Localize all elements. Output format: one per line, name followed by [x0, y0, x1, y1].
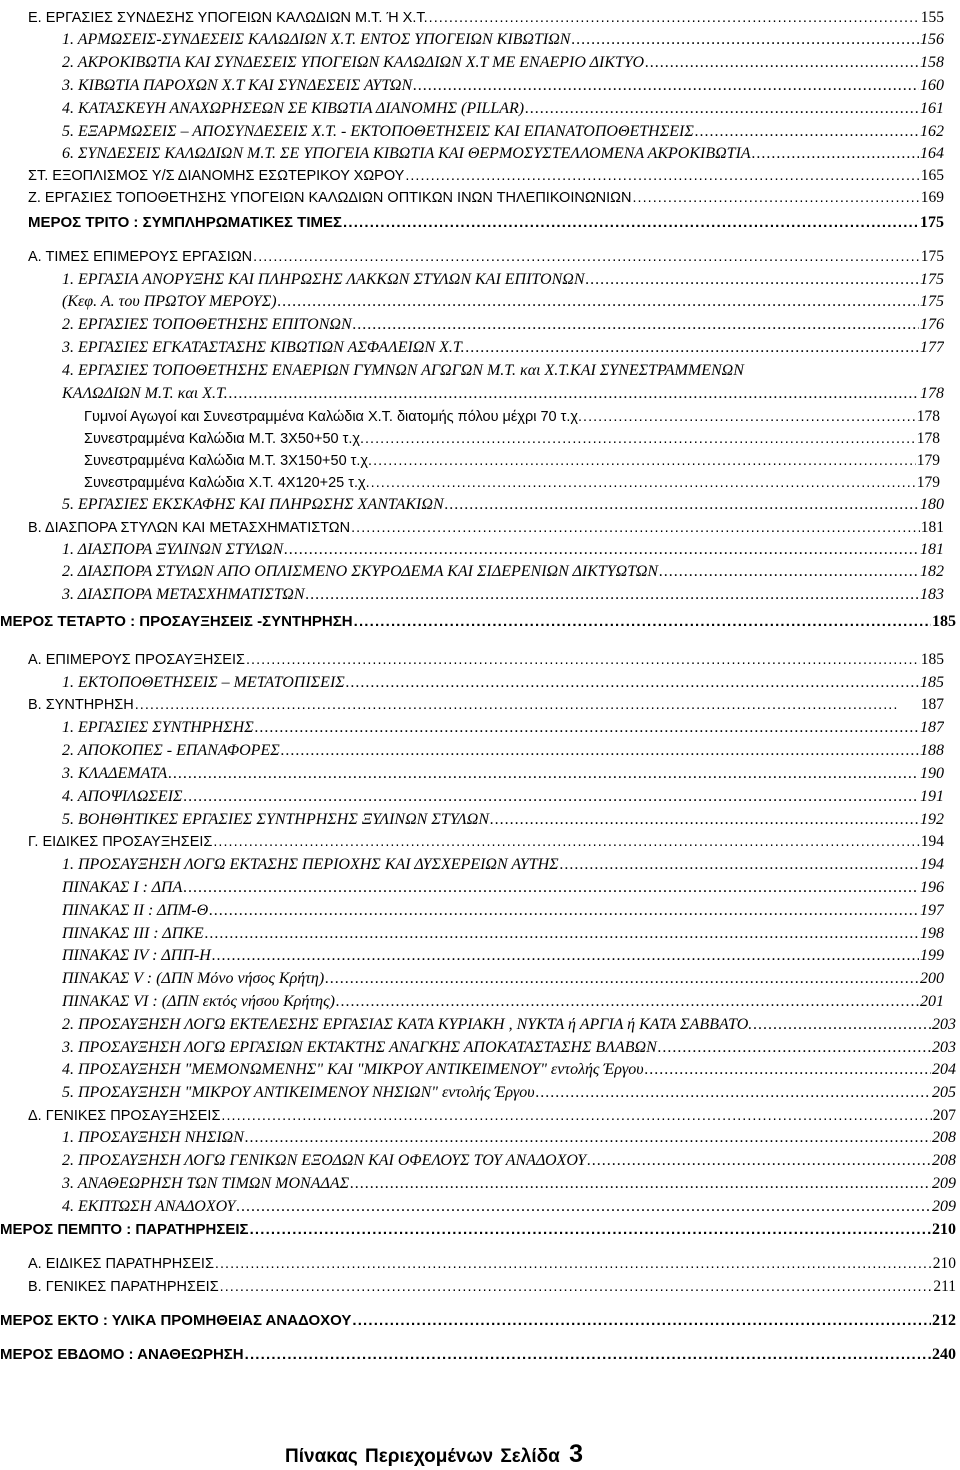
toc-entry[interactable]: 5. ΕΡΓΑΣΙΕΣ ΕΚΣΚΑΦΗΣ ΚΑΙ ΠΛΗΡΩΣΗΣ ΧΑΝΤΑΚΙΩΝ . . . 180	[62, 495, 944, 517]
toc-entry[interactable]: 1. ΕΡΓΑΣΙΕΣ ΣΥΝΤΗΡΗΣΗΣ . . . 187	[62, 718, 944, 740]
toc-part-heading[interactable]: ΜΕΡΟΣ ΤΕΤΑΡΤΟ : ΠΡΟΣΑΥΞΗΣΕΙΣ -ΣΥΝΤΗΡΗΣΗ . . . 185	[0, 612, 956, 634]
toc-entry[interactable]: ΚΑΛΩΔΙΩΝ Μ.Τ. και Χ.Τ. . . . 178	[62, 384, 944, 406]
toc-entry[interactable]: Συνεστραμμένα Καλώδια Μ.Τ. 3Χ50+50 τ.χ. . . . 178	[84, 429, 940, 451]
toc-entry[interactable]: 3. ΠΡΟΣΑΥΞΗΣΗ ΛΟΓΩ ΕΡΓΑΣΙΩΝ ΕΚΤΑΚΤΗΣ ΑΝΑΓΚΗΣ ΑΠΟΚΑΤΑΣΤΑΣΗΣ ΒΛΑΒΩΝ . . . 203	[62, 1038, 956, 1060]
toc-entry[interactable]: Α. ΕΠΙΜΕΡΟΥΣ ΠΡΟΣΑΥΞΗΣΕΙΣ . . . 185	[28, 650, 944, 672]
toc-entry[interactable]: ΠΙΝΑΚΑΣ VΙ : (ΔΠΝ εκτός νήσου Κρήτης) . . . 201	[62, 992, 944, 1014]
toc-entry[interactable]: 2. ΑΠΟΚΟΠΕΣ - ΕΠΑΝΑΦΟΡΕΣ . . . 188	[62, 741, 944, 763]
toc-entry[interactable]: 5. ΒΟΗΘΗΤΙΚΕΣ ΕΡΓΑΣΙΕΣ ΣΥΝΤΗΡΗΣΗΣ ΞΥΛΙΝΩΝ ΣΤΥΛΩΝ . . . 192	[62, 810, 944, 832]
toc-entry[interactable]: Ε. ΕΡΓΑΣΙΕΣ ΣΥΝΔΕΣΗΣ ΥΠΟΓΕΙΩΝ ΚΑΛΩΔΙΩΝ Μ.Τ. Ή Χ.Τ. . . . 155	[28, 8, 944, 30]
toc-entry[interactable]: 3. ΕΡΓΑΣΙΕΣ ΕΓΚΑΤΑΣΤΑΣΗΣ ΚΙΒΩΤΙΩΝ ΑΣΦΑΛΕΙΩΝ Χ.Τ. . . . 177	[62, 338, 944, 360]
toc-entry[interactable]: 4. ΕΡΓΑΣΙΕΣ ΤΟΠΟΘΕΤΗΣΗΣ ΕΝΑΕΡΙΩΝ ΓΥΜΝΩΝ ΑΓΩΓΩΝ Μ.Τ. και Χ.Τ.ΚΑΙ ΣΥΝΕΣΤΡΑΜΜΕΝΩΝ	[62, 362, 744, 379]
toc-entry[interactable]: 2. ΠΡΟΣΑΥΞΗΣΗ ΛΟΓΩ ΓΕΝΙΚΩΝ ΕΞΟΔΩΝ ΚΑΙ ΟΦΕΛΟΥΣ ΤΟΥ ΑΝΑΔΟΧΟΥ . . . 208	[62, 1151, 956, 1173]
toc-entry[interactable]: 1. ΕΡΓΑΣΙΑ ΑΝΟΡΥΞΗΣ ΚΑΙ ΠΛΗΡΩΣΗΣ ΛΑΚΚΩΝ ΣΤΥΛΩΝ ΚΑΙ ΕΠΙΤΟΝΩΝ . . . 175	[62, 270, 944, 292]
toc-entry[interactable]: 4. ΚΑΤΑΣΚΕΥΗ ΑΝΑΧΩΡΗΣΕΩΝ ΣΕ ΚΙΒΩΤΙΑ ΔΙΑΝΟΜΗΣ (PILLAR) . . . 161	[62, 99, 944, 121]
toc-part-heading[interactable]: ΜΕΡΟΣ ΕΚΤΟ : ΥΛΙΚΑ ΠΡΟΜΗΘΕΙΑΣ ΑΝΑΔΟΧΟΥ . . . 212	[0, 1311, 956, 1333]
footer-page-word: Σελίδα	[500, 1446, 560, 1467]
toc-entry[interactable]: 6. ΣΥΝΔΕΣΕΙΣ ΚΑΛΩΔΙΩΝ Μ.Τ. ΣΕ ΥΠΟΓΕΙΑ ΚΙΒΩΤΙΑ ΚΑΙ ΘΕΡΜΟΣΥΣΤΕΛΛΟΜΕΝΑ ΑΚΡΟΚΙΒΩΤΙΑ . . . 164	[62, 144, 944, 166]
toc-entry[interactable]: 2. ΑΚΡΟΚΙΒΩΤΙΑ ΚΑΙ ΣΥΝΔΕΣΕΙΣ ΥΠΟΓΕΙΩΝ ΚΑΛΩΔΙΩΝ Χ.Τ ΜΕ ΕΝΑΕΡΙΟ ΔΙΚΤΥΟ . . . 158	[62, 53, 944, 75]
toc-entry[interactable]: 3. ΚΛΑΔΕΜΑΤΑ . . . 190	[62, 764, 944, 786]
toc-entry[interactable]: Α. ΤΙΜΕΣ ΕΠΙΜΕΡΟΥΣ ΕΡΓΑΣΙΩΝ . . . 175	[28, 247, 944, 269]
toc-entry[interactable]: 5. ΠΡΟΣΑΥΞΗΣΗ "ΜΙΚΡΟΥ ΑΝΤΙΚΕΙΜΕΝΟΥ ΝΗΣΙΩΝ" εντολής Έργου . . . 205	[62, 1083, 956, 1105]
toc-part-heading[interactable]: ΜΕΡΟΣ ΤΡΙΤΟ : ΣΥΜΠΛΗΡΩΜΑΤΙΚΕΣ ΤΙΜΕΣ . . . 175	[28, 213, 944, 235]
toc-part-heading[interactable]: ΜΕΡΟΣ ΠΕΜΠΤΟ : ΠΑΡΑΤΗΡΗΣΕΙΣ . . . 210	[0, 1220, 956, 1242]
toc-entry[interactable]: ΠΙΝΑΚΑΣ ΙΙΙ : ΔΠΚΕ . . . 198	[62, 924, 944, 946]
toc-entry[interactable]: Γυμνοί Αγωγοί και Συνεστραμμένα Καλώδια Χ.Τ. διατομής πόλου μέχρι 70 τ.χ. . . . 178	[84, 407, 940, 429]
footer-page-number: 3	[569, 1440, 584, 1468]
toc-entry[interactable]: 2. ΔΙΑΣΠΟΡΑ ΣΤΥΛΩΝ ΑΠΟ ΟΠΛΙΣΜΕΝΟ ΣΚΥΡΟΔΕΜΑ ΚΑΙ ΣΙΔΕΡΕΝΙΩΝ ΔΙΚΤΥΩΤΩΝ . . . 182	[62, 562, 944, 584]
toc-entry[interactable]: 2. ΠΡΟΣΑΥΞΗΣΗ ΛΟΓΩ ΕΚΤΕΛΕΣΗΣ ΕΡΓΑΣΙΑΣ ΚΑΤΑ ΚΥΡΙΑΚΗ , ΝΥΚΤΑ ή ΑΡΓΙΑ ή ΚΑΤΑ ΣΑΒΒΑΤΟ. . . . 203	[62, 1015, 956, 1037]
page-footer	[285, 1440, 583, 1469]
toc-entry[interactable]: (Κεφ. Α. του ΠΡΩΤΟΥ ΜΕΡΟΥΣ) . . . 175	[62, 292, 944, 314]
toc-entry[interactable]: 4. ΠΡΟΣΑΥΞΗΣΗ "ΜΕΜΟΝΩΜΕΝΗΣ" ΚΑΙ "ΜΙΚΡΟΥ ΑΝΤΙΚΕΙΜΕΝΟΥ" εντολής Έργου . . . 204	[62, 1060, 956, 1082]
toc-entry[interactable]: Β. ΓΕΝΙΚΕΣ ΠΑΡΑΤΗΡΗΣΕΙΣ . . . 211	[28, 1277, 956, 1299]
toc-entry[interactable]: 2. ΕΡΓΑΣΙΕΣ ΤΟΠΟΘΕΤΗΣΗΣ ΕΠΙΤΟΝΩΝ . . . 176	[62, 315, 944, 337]
toc-entry[interactable]: Γ. ΕΙΔΙΚΕΣ ΠΡΟΣΑΥΞΗΣΕΙΣ . . . 194	[28, 832, 944, 854]
toc-entry[interactable]: ΠΙΝΑΚΑΣ Ι : ΔΠΑ . . . 196	[62, 878, 944, 900]
toc-entry[interactable]: Συνεστραμμένα Καλώδια Μ.Τ. 3Χ150+50 τ.χ. . . . 179	[84, 451, 940, 473]
toc-entry[interactable]: ΠΙΝΑΚΑΣ V : (ΔΠΝ Μόνο νήσος Κρήτη) . . . 200	[62, 969, 944, 991]
toc-entry[interactable]: 1. ΠΡΟΣΑΥΞΗΣΗ ΝΗΣΙΩΝ . . . 208	[62, 1128, 956, 1150]
toc-entry[interactable]: Συνεστραμμένα Καλώδια Χ.Τ. 4Χ120+25 τ.χ. . . . 179	[84, 473, 940, 495]
toc-entry[interactable]: ΠΙΝΑΚΑΣ ΙV : ΔΠΠ-Η . . . 199	[62, 946, 944, 968]
toc-entry[interactable]: Α. ΕΙΔΙΚΕΣ ΠΑΡΑΤΗΡΗΣΕΙΣ . . . 210	[28, 1254, 956, 1276]
toc-entry[interactable]: ΣΤ. ΕΞΟΠΛΙΣΜΟΣ Υ/Σ ΔΙΑΝΟΜΗΣ ΕΣΩΤΕΡΙΚΟΥ ΧΩΡΟΥ . . . 165	[28, 166, 944, 188]
toc-entry[interactable]: 3. ΚΙΒΩΤΙΑ ΠΑΡΟΧΩΝ Χ.Τ ΚΑΙ ΣΥΝΔΕΣΕΙΣ ΑΥΤΩΝ . . . 160	[62, 76, 944, 98]
toc-entry[interactable]: 1. ΕΚΤΟΠΟΘΕΤΗΣΕΙΣ – ΜΕΤΑΤΟΠΙΣΕΙΣ . . . 185	[62, 673, 944, 695]
toc-entry[interactable]: 5. ΕΞΑΡΜΩΣΕΙΣ – ΑΠΟΣΥΝΔΕΣΕΙΣ Χ.Τ. - ΕΚΤΟΠΟΘΕΤΗΣΕΙΣ ΚΑΙ ΕΠΑΝΑΤΟΠΟΘΕΤΗΣΕΙΣ . . . 162	[62, 122, 944, 144]
toc-entry[interactable]: 3. ΔΙΑΣΠΟΡΑ ΜΕΤΑΣΧΗΜΑΤΙΣΤΩΝ . . . 183	[62, 585, 944, 607]
toc-entry[interactable]: 1. ΑΡΜΩΣΕΙΣ-ΣΥΝΔΕΣΕΙΣ ΚΑΛΩΔΙΩΝ Χ.Τ. ΕΝΤΟΣ ΥΠΟΓΕΙΩΝ ΚΙΒΩΤΙΩΝ . . . 156	[62, 30, 944, 52]
toc-entry[interactable]: 4. ΑΠΟΨΙΛΩΣΕΙΣ . . . 191	[62, 787, 944, 809]
toc-entry[interactable]: 4. ΕΚΠΤΩΣΗ ΑΝΑΔΟΧΟΥ . . . 209	[62, 1197, 956, 1219]
toc-entry[interactable]: 3. ΑΝΑΘΕΩΡΗΣΗ ΤΩΝ ΤΙΜΩΝ ΜΟΝΑΔΑΣ . . . 209	[62, 1174, 956, 1196]
footer-label: Πίνακας Περιεχομένων	[285, 1446, 494, 1467]
toc-entry[interactable]: 1. ΔΙΑΣΠΟΡΑ ΞΥΛΙΝΩΝ ΣΤΥΛΩΝ . . . 181	[62, 540, 944, 562]
toc-entry[interactable]: Β. ΣΥΝΤΗΡΗΣΗ . . . 187	[28, 695, 944, 717]
toc-entry[interactable]: Β. ΔΙΑΣΠΟΡΑ ΣΤΥΛΩΝ ΚΑΙ ΜΕΤΑΣΧΗΜΑΤΙΣΤΩΝ . . . 181	[28, 518, 944, 540]
toc-entry[interactable]: Δ. ΓΕΝΙΚΕΣ ΠΡΟΣΑΥΞΗΣΕΙΣ . . . 207	[28, 1106, 956, 1128]
toc-entry[interactable]: ΠΙΝΑΚΑΣ ΙΙ : ΔΠΜ-Θ . . . 197	[62, 901, 944, 923]
toc-entry[interactable]: 1. ΠΡΟΣΑΥΞΗΣΗ ΛΟΓΩ ΕΚΤΑΣΗΣ ΠΕΡΙΟΧΗΣ ΚΑΙ ΔΥΣΧΕΡΕΙΩΝ ΑΥΤΗΣ . . . 194	[62, 855, 944, 877]
toc-entry[interactable]: Ζ. ΕΡΓΑΣΙΕΣ ΤΟΠΟΘΕΤΗΣΗΣ ΥΠΟΓΕΙΩΝ ΚΑΛΩΔΙΩΝ ΟΠΤΙΚΩΝ ΙΝΩΝ ΤΗΛΕΠΙΚΟΙΝΩΝΙΩΝ . . . 169	[28, 188, 944, 210]
toc-part-heading[interactable]: ΜΕΡΟΣ ΕΒΔΟΜΟ : ΑΝΑΘΕΩΡΗΣΗ . . . 240	[0, 1345, 956, 1367]
